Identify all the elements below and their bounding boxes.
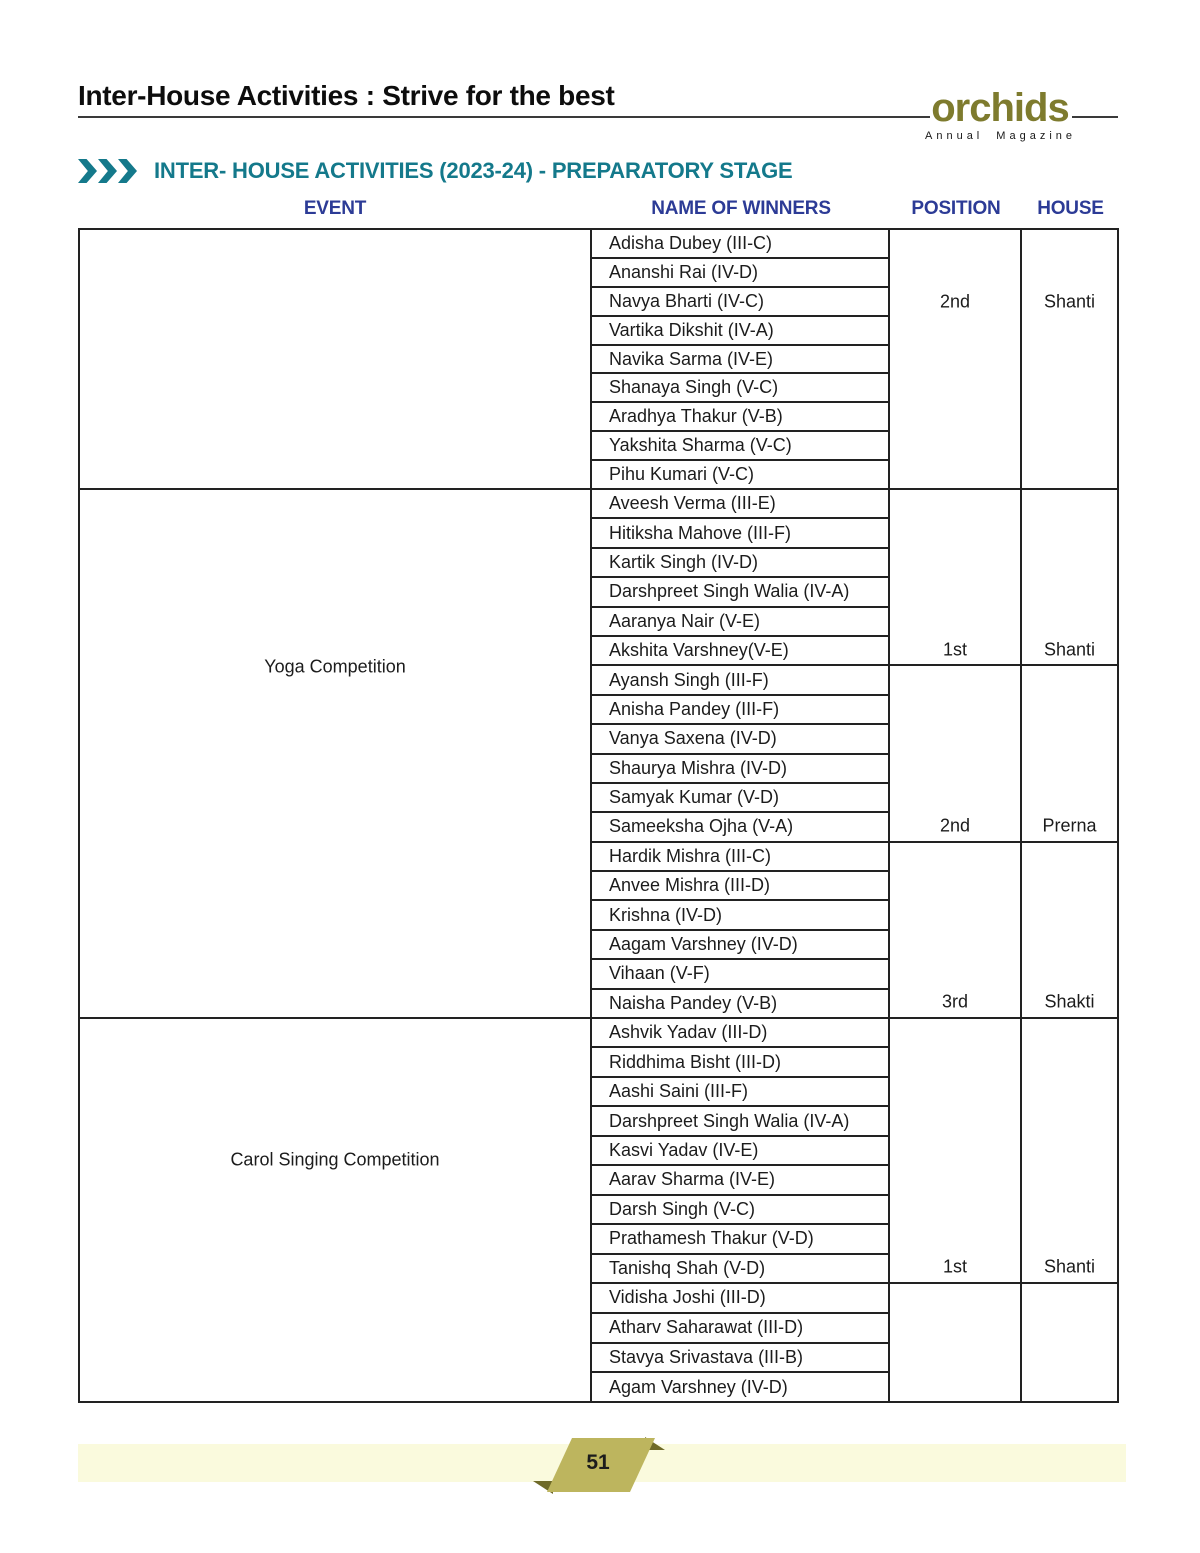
- header-rule-right: [1072, 116, 1118, 118]
- winner-name-cell: Hardik Mishra (III-C): [592, 843, 888, 872]
- winner-name-cell: Prathamesh Thakur (V-D): [592, 1225, 888, 1254]
- winner-name-cell: Akshita Varshney(V-E): [609, 640, 789, 661]
- table-block: [80, 1019, 1117, 1401]
- winner-name-cell: Pihu Kumari (V-C): [609, 464, 755, 485]
- winner-name-cell: Naisha Pandey (V-B): [609, 992, 778, 1013]
- winner-name-cell: Vanya Saxena (IV-D): [592, 725, 888, 754]
- winner-group: [592, 666, 1117, 842]
- position-label: 1st: [942, 1256, 967, 1277]
- position-cell: [890, 1284, 1022, 1401]
- names-column: [592, 666, 890, 840]
- position-cell: [890, 230, 1022, 488]
- names-column: [592, 1019, 890, 1282]
- house-cell: [1022, 1284, 1117, 1401]
- house-label: Shanti: [1043, 639, 1096, 660]
- column-header-house: HOUSE: [1037, 198, 1104, 219]
- position-label: 1st: [942, 639, 967, 660]
- winner-name-cell: Agam Varshney (IV-D): [609, 1376, 788, 1397]
- winner-name-cell: Navya Bharti (IV-C): [592, 288, 888, 317]
- winner-name-cell: Vidisha Joshi (III-D): [592, 1284, 888, 1314]
- event-label: Yoga Competition: [264, 656, 406, 677]
- house-cell: [1022, 843, 1117, 1017]
- house-label: Prerna: [1042, 815, 1097, 836]
- winner-group: [592, 843, 1117, 1017]
- chevron-right-icon: [78, 159, 97, 183]
- winner-name-cell: Tanishq Shah (V-D): [609, 1257, 766, 1278]
- winner-name-cell: Aaranya Nair (V-E): [592, 608, 888, 637]
- names-column: [592, 843, 890, 1017]
- house-label: Shakti: [1044, 991, 1095, 1012]
- chevron-right-icon: [118, 159, 137, 183]
- table-block: [80, 490, 1117, 1019]
- winner-name-cell: Aashi Saini (III-F): [592, 1078, 888, 1107]
- position-label: 2nd: [939, 815, 971, 836]
- header-rule-left: [78, 116, 930, 118]
- column-header-event: EVENT: [303, 198, 367, 219]
- position-cell: [890, 1019, 1022, 1282]
- page-title: Inter-House Activities : Strive for the best: [78, 80, 615, 111]
- position-cell: [890, 490, 1022, 664]
- chevron-right-icon: [98, 159, 117, 183]
- names-column: [592, 1284, 890, 1401]
- winner-groups: [592, 1019, 1117, 1401]
- position-label: 2nd: [939, 291, 971, 312]
- winner-name-cell: Aradhya Thakur (V-B): [592, 403, 888, 432]
- winner-name-cell: Yakshita Sharma (V-C): [592, 432, 888, 461]
- winner-name-cell: Anisha Pandey (III-F): [592, 696, 888, 725]
- house-label: Shanti: [1043, 1256, 1096, 1277]
- winner-group: [592, 490, 1117, 666]
- winner-group: [592, 1284, 1117, 1401]
- names-column: [592, 230, 890, 488]
- winner-groups: [592, 490, 1117, 1017]
- winner-group: [592, 1019, 1117, 1284]
- orchids-logo: [925, 88, 1075, 142]
- winner-name-cell: Samyak Kumar (V-D): [592, 784, 888, 813]
- house-label: Shanti: [1043, 291, 1096, 312]
- orchids-logo-wordmark: orchids: [931, 86, 1069, 130]
- winner-name-cell: Kasvi Yadav (IV-E): [592, 1137, 888, 1166]
- winner-name-cell: Darsh Singh (V-C): [592, 1196, 888, 1225]
- winner-name-cell: Aveesh Verma (III-E): [592, 490, 888, 519]
- winner-name-cell: Krishna (IV-D): [592, 901, 888, 930]
- orchids-logo-tagline: Annual Magazine: [925, 130, 1077, 142]
- event-cell: [80, 490, 592, 1017]
- page-number: 51: [586, 1451, 610, 1474]
- winner-name-cell: Atharv Saharawat (III-D): [592, 1314, 888, 1344]
- event-label: Carol Singing Competition: [230, 1149, 440, 1170]
- event-cell: [80, 1019, 592, 1401]
- winner-name-cell: Aagam Varshney (IV-D): [592, 931, 888, 960]
- section-heading-text: INTER- HOUSE ACTIVITIES (2023-24) - PREPARATORY STAGE: [154, 158, 793, 183]
- house-cell: [1022, 666, 1117, 840]
- section-heading: [78, 158, 793, 184]
- winner-name-cell: Shaurya Mishra (IV-D): [592, 755, 888, 784]
- position-cell: [890, 843, 1022, 1017]
- winner-name-cell: Stavya Srivastava (III-B): [592, 1344, 888, 1374]
- winner-name-cell: Shanaya Singh (V-C): [592, 374, 888, 403]
- table-block: [80, 230, 1117, 490]
- event-cell: [80, 230, 592, 488]
- column-header-names: NAME OF WINNERS: [651, 198, 831, 219]
- winner-name-cell: Riddhima Bisht (III-D): [592, 1048, 888, 1077]
- house-cell: [1022, 230, 1117, 488]
- winner-name-cell: Sameeksha Ojha (V-A): [609, 816, 794, 837]
- triple-chevron-icon: [78, 159, 138, 183]
- column-header-position: POSITION: [911, 198, 1001, 219]
- winner-name-cell: Kartik Singh (IV-D): [592, 549, 888, 578]
- winner-name-cell: Darshpreet Singh Walia (IV-A): [592, 1107, 888, 1136]
- position-cell: [890, 666, 1022, 840]
- winner-groups: [592, 230, 1117, 488]
- winner-name-cell: Ananshi Rai (IV-D): [592, 259, 888, 288]
- names-column: [592, 490, 890, 664]
- winner-name-cell: Navika Sarma (IV-E): [592, 346, 888, 375]
- winner-name-cell: Anvee Mishra (III-D): [592, 872, 888, 901]
- winner-group: [592, 230, 1117, 488]
- house-cell: [1022, 490, 1117, 664]
- activities-table: [78, 228, 1119, 1403]
- position-label: 3rd: [941, 991, 968, 1012]
- winner-name-cell: Ayansh Singh (III-F): [592, 666, 888, 695]
- winner-name-cell: Aarav Sharma (IV-E): [592, 1166, 888, 1195]
- winner-name-cell: Vihaan (V-F): [592, 960, 888, 989]
- winner-name-cell: Darshpreet Singh Walia (IV-A): [592, 578, 888, 607]
- winner-name-cell: Hitiksha Mahove (III-F): [592, 519, 888, 548]
- winner-name-cell: Ashvik Yadav (III-D): [592, 1019, 888, 1048]
- house-cell: [1022, 1019, 1117, 1282]
- winner-name-cell: Vartika Dikshit (IV-A): [592, 317, 888, 346]
- winner-name-cell: Adisha Dubey (III-C): [592, 230, 888, 259]
